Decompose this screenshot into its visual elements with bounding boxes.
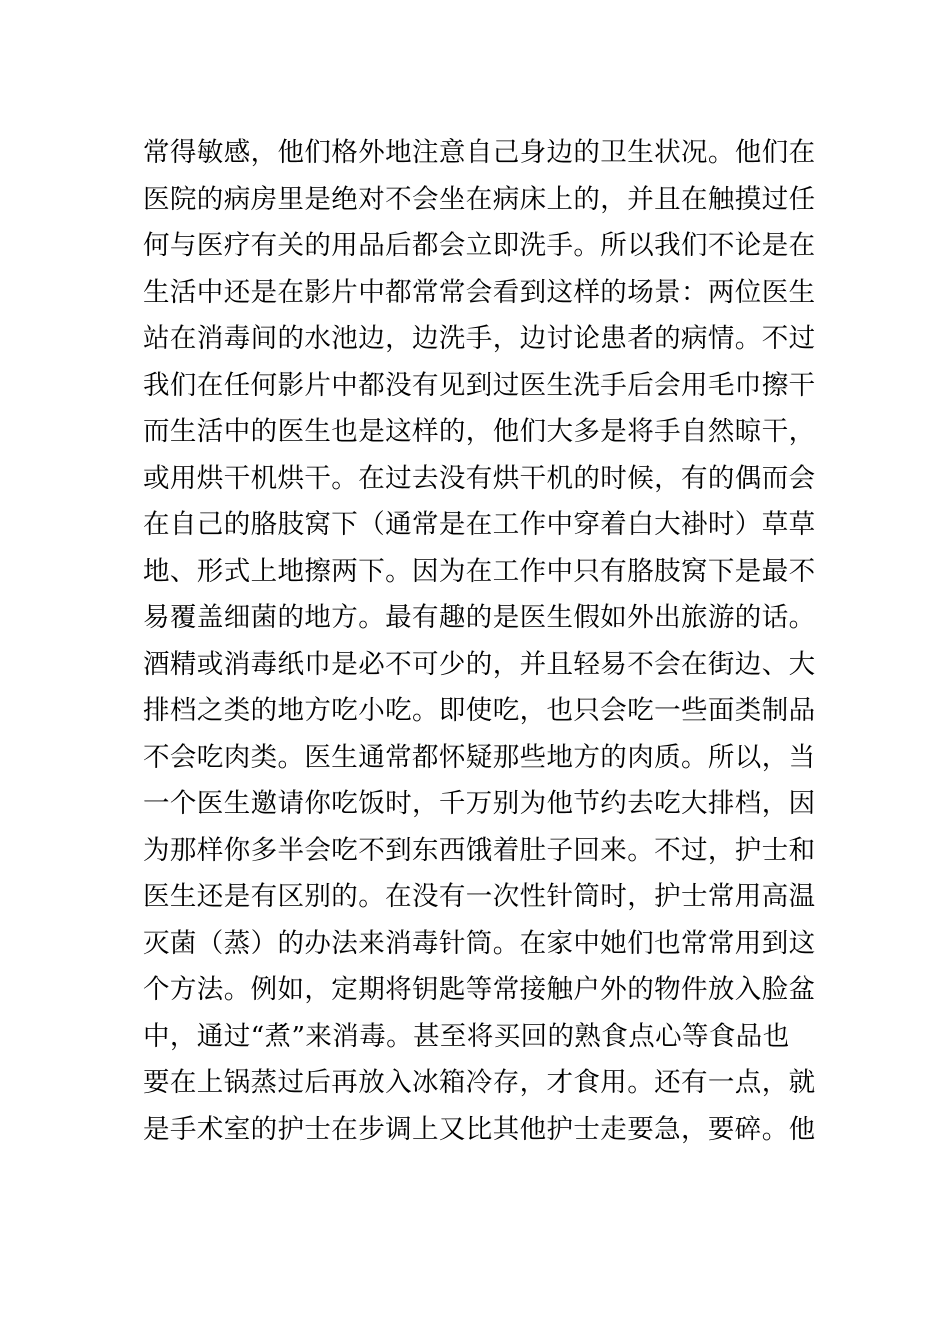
text-line: 何与医疗有关的用品后都会立即洗手。所以我们不论是在 [143, 230, 816, 261]
text-line: 而生活中的医生也是这样的，他们大多是将手自然晾干， [143, 416, 816, 447]
text-line: 一个医生邀请你吃饭时，千万别为他节约去吃大排档，因 [143, 788, 816, 819]
text-line: 医院的病房里是绝对不会坐在病床上的，并且在触摸过任 [143, 183, 816, 215]
text-line: 是手术室的护士在步调上又比其他护士走要急，要碎。他 [143, 1113, 816, 1145]
text-line: 常得敏感，他们格外地注意自己身边的卫生状况。他们在 [143, 137, 816, 168]
text-line: 易覆盖细菌的地方。最有趣的是医生假如外出旅游的话。 [143, 602, 816, 633]
text-line: 个方法。例如，定期将钥匙等常接触户外的物件放入脸盆 [143, 974, 816, 1005]
text-line: 为那样你多半会吃不到东西饿着肚子回来。不过，护士和 [143, 834, 816, 866]
text-line: 在自己的胳肢窝下（通常是在工作中穿着白大褂时）草草 [143, 509, 816, 540]
text-line: 灭菌（蒸）的办法来消毒针筒。在家中她们也常常用到这 [143, 927, 816, 959]
text-line: 酒精或消毒纸巾是必不可少的，并且轻易不会在街边、大 [143, 648, 816, 680]
text-line: 地、形式上地擦两下。因为在工作中只有胳肢窝下是最不 [143, 555, 816, 587]
text-line: 我们在任何影片中都没有见到过医生洗手后会用毛巾擦干 [143, 369, 816, 401]
text-line: 不会吃肉类。医生通常都怀疑那些地方的肉质。所以，当 [143, 741, 816, 773]
text-line: 中，通过“煮”来消毒。甚至将买回的熟食点心等食品也 [143, 1020, 790, 1052]
text-line: 站在消毒间的水池边，边洗手，边讨论患者的病情。不过 [143, 323, 816, 354]
text-line: 排档之类的地方吃小吃。即使吃，也只会吃一些面类制品 [143, 695, 816, 726]
text-line: 或用烘干机烘干。在过去没有烘干机的时候，有的偶而会 [143, 462, 816, 494]
text-line: 要在上锅蒸过后再放入冰箱冷存，才食用。还有一点，就 [143, 1067, 816, 1098]
text-line: 医生还是有区别的。在没有一次性针筒时，护士常用高温 [143, 881, 816, 912]
text-line: 生活中还是在影片中都常常会看到这样的场景：两位医生 [143, 276, 816, 308]
body-text [143, 130, 816, 1153]
